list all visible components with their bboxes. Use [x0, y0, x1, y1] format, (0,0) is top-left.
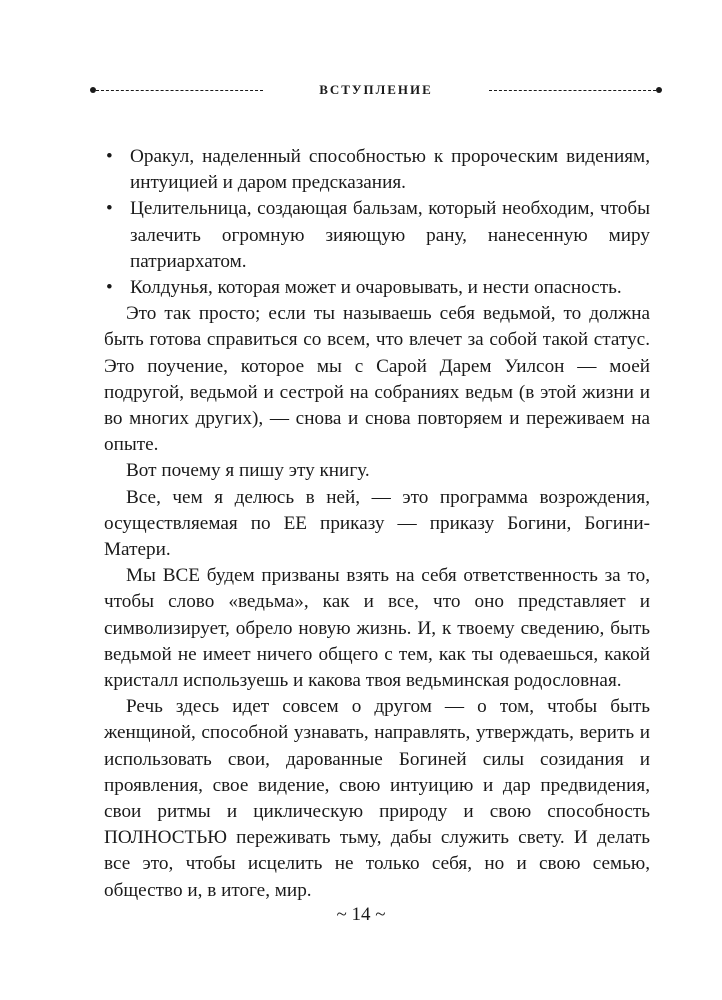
page-body — [104, 144, 650, 904]
running-header — [90, 78, 662, 102]
paragraph: Речь здесь идет совсем о другом — о том, чтобы быть женщиной, способной узнавать, направлять, утверждать, верить и использовать свои, дарованные Богиней силы созидания и проявления, свое видение, свою интуицию и дар предвидения, свои ритмы и циклическую природу и свою способность ПОЛНОСТЬЮ переживать тьму, дабы служить свету. И делать все это, чтобы исцелить не только себя, но и свою семью, общество и, в итоге, мир. — [104, 696, 650, 901]
rule-end-dot — [656, 87, 662, 93]
header-rule-right — [489, 87, 662, 93]
chapter-title: ВСТУПЛЕНИЕ — [319, 82, 433, 97]
list-item-text: Колдунья, которая может и очаровывать, и нести опасность. — [130, 277, 622, 299]
bullet-icon: • — [106, 198, 113, 220]
list-item — [104, 275, 650, 301]
list-item-text: Целительница, создающая бальзам, который необходим, чтобы залечить огромную зияющую рану, нанесенную миру патриархатом. — [130, 198, 650, 272]
paragraph: Вот почему я пишу эту книгу. — [126, 460, 370, 482]
list-item — [104, 144, 650, 196]
bullet-list — [104, 144, 650, 301]
list-item — [104, 196, 650, 275]
header-rule-left — [90, 87, 263, 93]
dashed-line — [96, 90, 263, 91]
bullet-icon: • — [106, 146, 113, 167]
list-item-text: Оракул, наделенный способностью к пророческим видениям, интуицией и даром предсказания. — [130, 146, 650, 194]
paragraph: Мы ВСЕ будем призваны взять на себя ответственность за то, чтобы слово «ведьма», как и все, что оно представляет и символизирует, обрело новую жизнь. И, к твоему сведению, быть ведьмой не имеет ничего общего с тем, как ты одеваешься, какой кристалл используешь и какова твоя ведьминская родословная. — [104, 565, 650, 692]
bullet-icon: • — [106, 277, 113, 299]
paragraph: Все, чем я делюсь в ней, — это программа возрождения, осуществляемая по ЕЕ приказу — приказу Богини, Богини-Матери. — [104, 486, 650, 561]
paragraph: Это так просто; если ты называешь себя ведьмой, то должна быть готова справиться со всем, что влечет за собой такой статус. Это поучение, которое мы с Сарой Дарем Уилсон — моей подругой, ведьмой и сестрой на собраниях ведьм (в этой жизни и во многих других), — снова и снова повторяем и переживаем на опыте. — [104, 303, 650, 456]
dashed-line — [489, 90, 656, 91]
page-number: ~ 14 ~ — [336, 904, 386, 925]
